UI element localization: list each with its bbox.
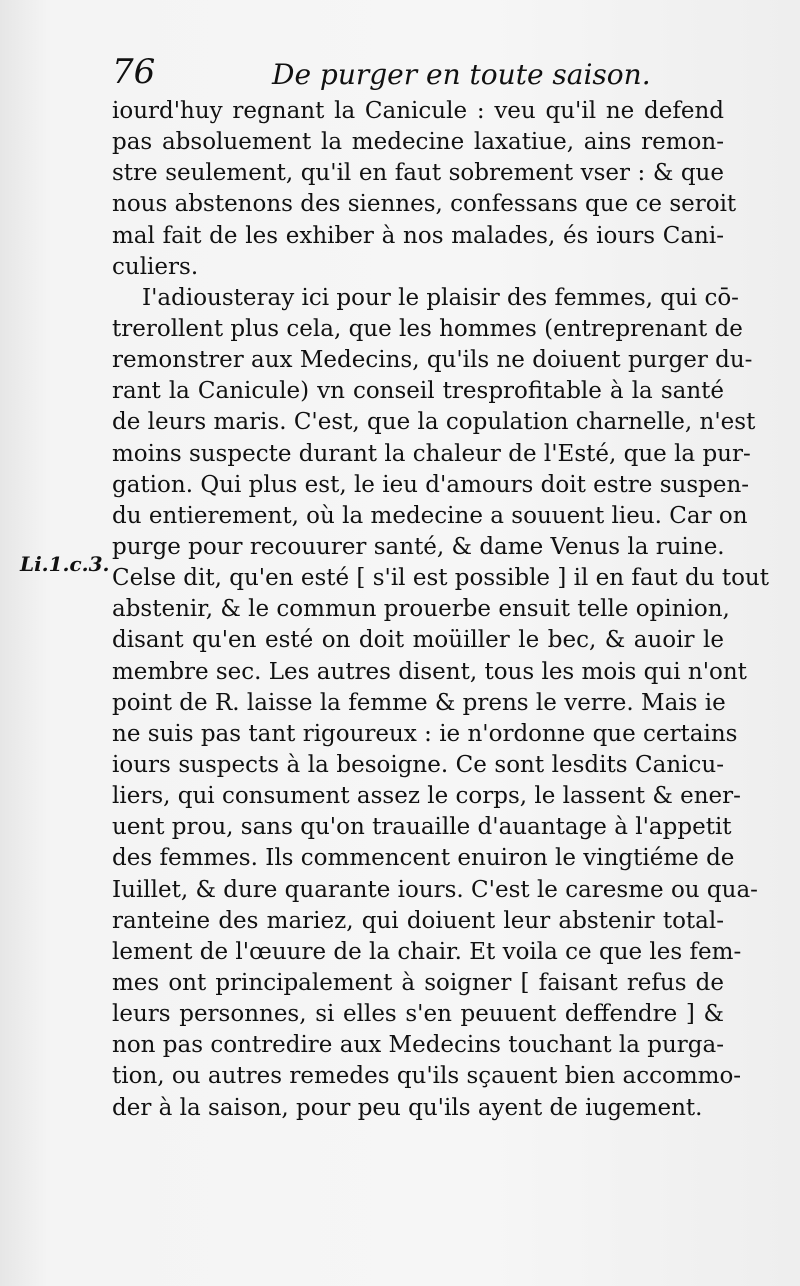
- text-line: point de R. laisse la femme & prens le verre. Mais ie: [112, 689, 726, 716]
- text-line: du entierement, où la medecine a souuent lieu. Car on: [112, 502, 748, 529]
- text-line: ne suis pas tant rigoureux : ie n'ordonne que certains: [112, 720, 738, 747]
- text-line: trerollent plus cela, que les hommes (entreprenant de: [112, 315, 743, 342]
- body-text: [112, 96, 769, 1124]
- text-line: pas absoluement la medecine laxatiue, ains remon-: [112, 129, 724, 156]
- page-number: 76: [112, 52, 156, 92]
- text-line: mes ont principalement à soigner [ faisant refus de: [112, 969, 724, 996]
- text-line: disant qu'en esté on doit moüiller le bec, & auoir le: [112, 627, 724, 654]
- text-line: stre seulement, qu'il en faut sobrement vser : & que: [112, 160, 724, 187]
- text-line: remonstrer aux Medecins, qu'ils ne doiuent purger du-: [112, 347, 753, 374]
- text-line: membre sec. Les autres disent, tous les mois qui n'ont: [112, 658, 747, 685]
- text-line: leurs personnes, si elles s'en peuuent deffendre ] &: [112, 1001, 724, 1028]
- text-line: Celse dit, qu'en esté [ s'il est possible ] il en faut du tout: [112, 565, 769, 592]
- text-line: purge pour recouurer santé, & dame Venus la ruine.: [112, 533, 725, 560]
- text-line: ranteine des mariez, qui doiuent leur abstenir total-: [112, 907, 724, 934]
- text-line: tion, ou autres remedes qu'ils sçauent bien accommo-: [112, 1063, 742, 1090]
- text-line: culiers.: [112, 253, 199, 280]
- text-line: non pas contredire aux Medecins touchant la purga-: [112, 1032, 724, 1059]
- text-line: de leurs maris. C'est, que la copulation charnelle, n'est: [112, 409, 756, 436]
- text-line: iours suspects à la besoigne. Ce sont lesdits Canicu-: [112, 751, 724, 778]
- text-line: gation. Qui plus est, le ieu d'amours doit estre suspen-: [112, 471, 750, 498]
- margin-note: Li.1.c.3.: [20, 552, 110, 576]
- text-line: mal fait de les exhiber à nos malades, és iours Cani-: [112, 222, 724, 249]
- text-line: uent prou, sans qu'on trauaille d'auantage à l'appetit: [112, 814, 732, 841]
- text-line: abstenir, & le commun prouerbe ensuit telle opinion,: [112, 596, 730, 623]
- text-line: lement de l'œuure de la chair. Et voila ce que les fem-: [112, 938, 742, 965]
- text-line: nous abstenons des siennes, confessans que ce seroit: [112, 191, 737, 218]
- text-line: rant la Canicule) vn conseil tresprofitable à la santé: [112, 378, 724, 405]
- text-line: moins suspecte durant la chaleur de l'Esté, que la pur-: [112, 440, 751, 467]
- text-line: Iuillet, & dure quarante iours. C'est le caresme ou qua-: [112, 876, 758, 903]
- text-line: liers, qui consument assez le corps, le lassent & ener-: [112, 783, 741, 810]
- text-line: der à la saison, pour peu qu'ils ayent de iugement.: [112, 1094, 703, 1121]
- running-title: De purger en toute saison.: [272, 58, 651, 91]
- text-line: des femmes. Ils commencent enuiron le vingtiéme de: [112, 845, 735, 872]
- text-line: I'adiousteray ici pour le plaisir des femmes, qui cō-: [142, 284, 739, 311]
- page-header: [112, 52, 730, 96]
- text-line: iourd'huy regnant la Canicule : veu qu'il ne defend: [112, 98, 724, 124]
